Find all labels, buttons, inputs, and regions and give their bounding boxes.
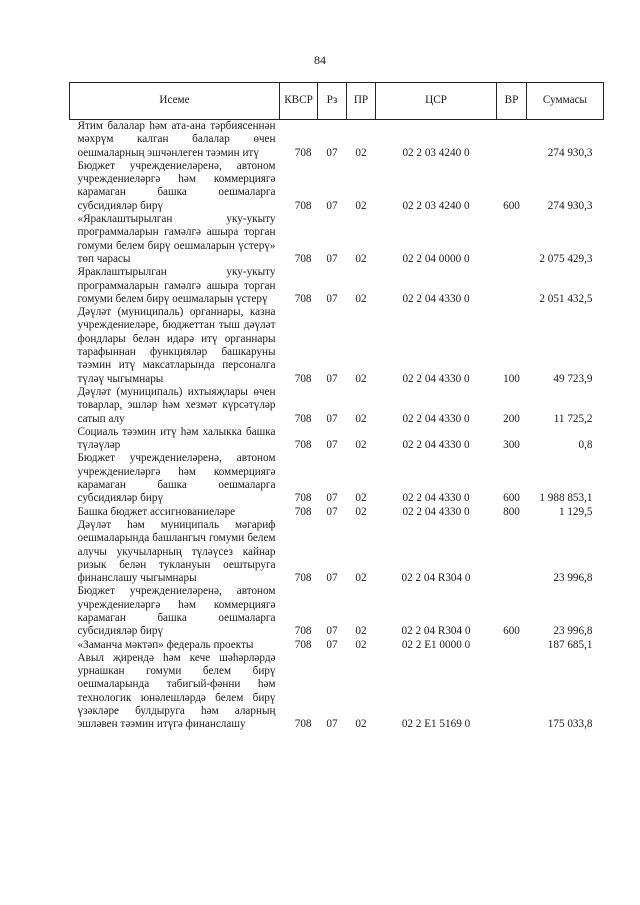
table-row: [70, 120, 604, 160]
header-vr: ВР: [497, 83, 527, 120]
table-row: [70, 160, 604, 213]
cell-pr: 02: [355, 292, 367, 305]
header-pr: ПР: [347, 83, 376, 120]
header-rz: Рз: [318, 83, 347, 120]
table-row: [70, 506, 604, 519]
cell-kvsr: 708: [294, 292, 312, 305]
cell-pr: 02: [355, 492, 367, 505]
cell-kvsr: 708: [294, 572, 312, 585]
cell-sum: 1 129,5: [558, 505, 593, 518]
cell-csr: 02 2 04 4330 0: [402, 412, 470, 425]
table-row: [70, 213, 604, 266]
cell-sum: 11 725,2: [553, 412, 593, 425]
cell-pr: 02: [355, 252, 367, 265]
cell-pr: 02: [355, 572, 367, 585]
table-row: [70, 426, 604, 453]
table-row: [70, 452, 604, 505]
cell-kvsr: 708: [294, 146, 312, 159]
cell-pr: 02: [355, 625, 367, 638]
cell-kvsr: 708: [294, 252, 312, 265]
cell-sum: 274 930,3: [547, 146, 593, 159]
cell-sum: 2 075 429,3: [539, 252, 593, 265]
table-row: [70, 639, 604, 652]
header-sum: Суммасы: [527, 83, 604, 120]
cell-kvsr: 708: [294, 718, 312, 731]
cell-csr: 02 2 04 4330 0: [402, 372, 470, 385]
cell-name: Бюджет учреждениеләренә, автоном учреждениеләргә һәм коммерциягә карамаган башка оешмаларга субсидияләр бирү: [77, 452, 276, 505]
cell-sum: 175 033,8: [547, 718, 593, 731]
cell-csr: 02 2 03 4240 0: [402, 146, 470, 159]
cell-name: Дәүләт (муниципаль) органнары, казна учреждениеләре, бюджеттан тыш дәүләт фондлары белән идарә итү органнары тарафыннан функцияләр башкаруны тәэмин итү максатларында персоналга түләү чыгымнары: [77, 306, 276, 385]
table-row: [70, 386, 604, 426]
cell-name: Авыл җирендә һәм кече шәһәрләрдә урнашкан гомуми белем бирү оешмаларында табигый-фәнни һәм технологик юнәлешләрдә белем бирү үзәкләре булдыруга һәм аларның эшләвен тәэмин итүгә финанслашу: [77, 651, 276, 731]
cell-rz: 07: [326, 412, 338, 425]
cell-vr: [497, 213, 527, 266]
cell-name: Бюджет учреждениеләренә, автоном учреждениеләргә һәм коммерциягә карамаган башка оешмаларга субсидияләр бирү: [77, 585, 276, 638]
cell-pr: 02: [355, 412, 367, 425]
cell-pr: 02: [355, 638, 367, 651]
cell-rz: 07: [326, 252, 338, 265]
cell-name: Дәүләт (муниципаль) ихтыяҗлары өчен товарлар, эшләр һәм хезмәт күрсәтүләр сатып алу: [77, 385, 276, 425]
cell-csr: 02 2 04 4330 0: [402, 492, 470, 505]
cell-rz: 07: [326, 492, 338, 505]
cell-vr: 100: [503, 372, 520, 385]
cell-name: Дәүләт һәм муниципаль мәгариф оешмаларында башлангыч гомуми белем алучы укучыларның түләүсез кайнар ризык белән туклануын оештыруга финанслашу чыгымнары: [77, 518, 276, 585]
cell-sum: 1 988 853,1: [539, 492, 593, 505]
cell-vr: [497, 652, 527, 732]
cell-csr: 02 2 04 R304 0: [401, 625, 471, 638]
cell-sum: 187 685,1: [547, 638, 593, 651]
cell-rz: 07: [326, 199, 338, 212]
cell-name: «Заманча мәктәп» федераль проекты: [77, 638, 254, 651]
cell-rz: 07: [326, 372, 338, 385]
cell-rz: 07: [326, 718, 338, 731]
cell-kvsr: 708: [294, 199, 312, 212]
cell-pr: 02: [355, 199, 367, 212]
cell-sum: 274 930,3: [547, 199, 593, 212]
page-number: 84: [314, 53, 326, 67]
cell-name: Бюджет учреждениеләренә, автоном учреждениеләргә һәм коммерциягә карамаган башка оешмаларга субсидияләр бирү: [77, 159, 276, 212]
cell-name: Социаль тәэмин итү һәм халыкка башка түләүләр: [77, 425, 276, 452]
cell-kvsr: 708: [294, 372, 312, 385]
cell-vr: 800: [503, 505, 520, 518]
table-row: [70, 585, 604, 638]
cell-csr: 02 2 E1 0000 0: [401, 638, 471, 651]
table-body: [70, 120, 604, 732]
cell-rz: 07: [326, 572, 338, 585]
cell-vr: [497, 120, 527, 160]
cell-rz: 07: [326, 505, 338, 518]
cell-rz: 07: [326, 146, 338, 159]
cell-vr: 600: [503, 199, 520, 212]
header-kvsr: КВСР: [280, 83, 318, 120]
table-row: [70, 306, 604, 386]
cell-sum: 23 996,8: [553, 625, 593, 638]
cell-sum: 49 723,9: [553, 372, 593, 385]
cell-rz: 07: [326, 439, 338, 452]
budget-table: [69, 82, 604, 732]
cell-csr: 02 2 04 0000 0: [402, 252, 470, 265]
header-name: Исеме: [70, 83, 280, 120]
cell-csr: 02 2 03 4240 0: [402, 199, 470, 212]
cell-kvsr: 708: [294, 439, 312, 452]
cell-name: Ятим балалар һәм ата-ана тәрбиясеннән мәхрүм калган балалар өчен оешмаларның эшчәнлеген тәэмин итү: [77, 120, 276, 159]
cell-pr: 02: [355, 146, 367, 159]
cell-kvsr: 708: [294, 505, 312, 518]
cell-csr: 02 2 04 4330 0: [402, 439, 470, 452]
cell-kvsr: 708: [294, 638, 312, 651]
table-header: [70, 83, 604, 120]
cell-name: Яраклаштырылган уку-укыту программаларын гамәлгә ашыра торган гомуми белем бирү оешмаларын үстерү: [77, 266, 276, 305]
cell-vr: [497, 266, 527, 306]
cell-name: «Яраклаштырылган уку-укыту программаларын гамәлгә ашыра торган гомуми белем бирү оешмаларын үстерү» төп чарасы: [77, 213, 276, 265]
cell-vr: 600: [503, 625, 520, 638]
cell-pr: 02: [355, 439, 367, 452]
cell-sum: 0,8: [578, 439, 593, 452]
cell-sum: 2 051 432,5: [539, 292, 593, 305]
cell-csr: 02 2 04 4330 0: [402, 505, 470, 518]
cell-vr: [497, 519, 527, 585]
cell-kvsr: 708: [294, 412, 312, 425]
cell-sum: 23 996,8: [553, 572, 593, 585]
table-row: [70, 652, 604, 732]
cell-csr: 02 2 04 4330 0: [402, 292, 470, 305]
cell-vr: 600: [503, 492, 520, 505]
cell-vr: [497, 639, 527, 652]
cell-name: Башка бюджет ассигнованиеләре: [77, 505, 236, 518]
table-row: [70, 266, 604, 306]
cell-rz: 07: [326, 292, 338, 305]
cell-kvsr: 708: [294, 625, 312, 638]
cell-csr: 02 2 E1 5169 0: [401, 718, 471, 731]
cell-csr: 02 2 04 R304 0: [401, 572, 471, 585]
table-row: [70, 519, 604, 585]
cell-pr: 02: [355, 505, 367, 518]
cell-pr: 02: [355, 372, 367, 385]
cell-pr: 02: [355, 718, 367, 731]
header-csr: ЦСР: [376, 83, 497, 120]
cell-vr: 300: [503, 439, 520, 452]
cell-kvsr: 708: [294, 492, 312, 505]
cell-rz: 07: [326, 625, 338, 638]
cell-rz: 07: [326, 638, 338, 651]
cell-vr: 200: [503, 412, 520, 425]
